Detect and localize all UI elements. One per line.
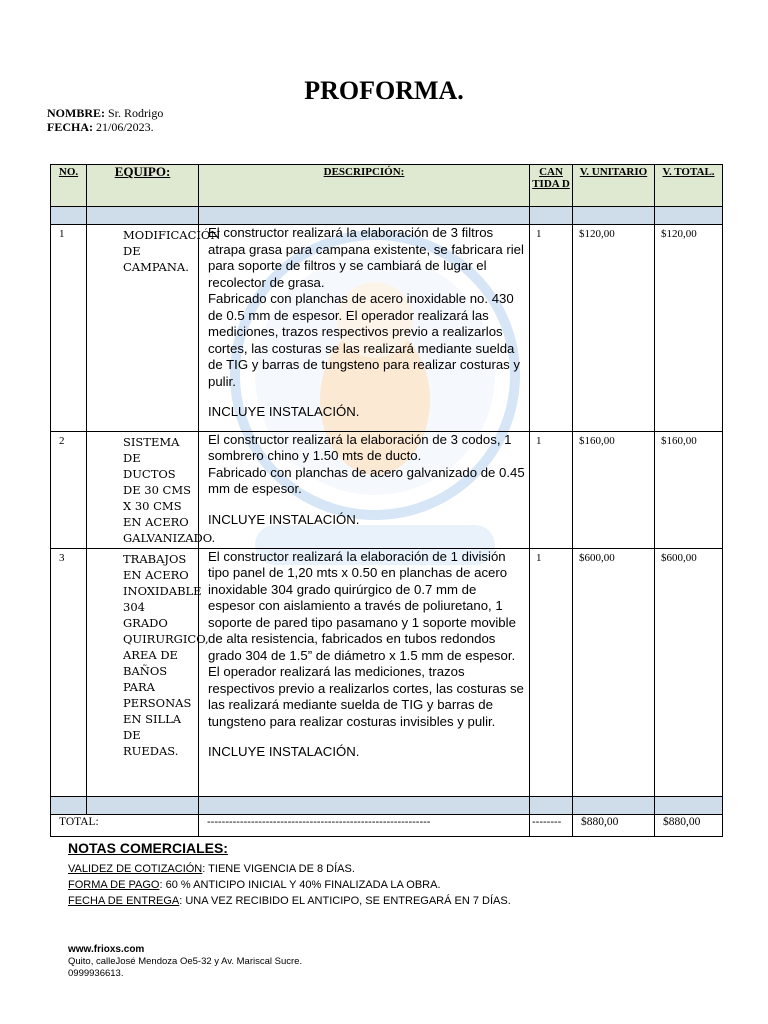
row-equipo: TRABAJOS EN ACERO INOXIDABLE 304 GRADO QUIRURGICO, AREA DE BAÑOS PARA PERSONAS EN SILLA DE RUEDAS.: [87, 548, 199, 796]
spacer-row: [51, 207, 723, 225]
desc-installation: INCLUYE INSTALACIÓN.: [208, 511, 360, 527]
nota-item: [68, 877, 511, 893]
desc-installation: INCLUYE INSTALACIÓN.: [208, 404, 360, 419]
fecha-label: FECHA:: [47, 120, 93, 134]
nota-label: VALIDEZ DE COTIZACIÓN: [68, 863, 203, 875]
total-row: [51, 814, 723, 836]
total-v-total: $880,00: [655, 814, 723, 836]
row-descripcion: [199, 225, 530, 432]
row-no: 1: [51, 225, 87, 432]
nota-text: : 60 % ANTICIPO INICIAL Y 40% FINALIZADA LA OBRA.: [159, 879, 441, 891]
nombre-label: NOMBRE:: [47, 106, 105, 120]
header-equipo: EQUIPO:: [87, 165, 199, 207]
nombre-line: [47, 106, 163, 120]
row-descripcion: [199, 431, 530, 548]
notas-comerciales: [68, 840, 511, 909]
row-v-unitario: $600,00: [573, 548, 655, 796]
row-v-unitario: $120,00: [573, 225, 655, 432]
row-descripcion: [199, 548, 530, 796]
document-title: PROFORMA.: [304, 76, 464, 105]
row-v-unitario: $160,00: [573, 431, 655, 548]
nombre-value: Sr. Rodrigo: [108, 106, 164, 120]
fecha-value: 21/06/2023.: [96, 120, 154, 134]
desc-paragraph: El constructor realizará la elaboración de 1 división tipo panel de 1,20 mts x 0.50 en planchas de acero inoxidable 304 grado quirúrgico de 0.7 mm de espesor con aislamiento a través de poliuretano, 1 soporte de pared tipo pasamano y 1 soporte movible de alta resistencia, fabricados en tubos redondos grado 304 de 1.5” de diámetro x 1.5 mm de espesor. El operador realizará las mediciones, trazos respectivos previo a realizarlos cortes, las costuras se las realizará mediante suelda de TIG y barras de tungsteno para realizar costuras invisibles y pulir.: [208, 548, 524, 729]
row-no: 3: [51, 548, 87, 796]
row-cantidad: 1: [530, 431, 573, 548]
total-cantidad: --------: [530, 814, 573, 836]
phone: 0999936613.: [68, 968, 124, 979]
table-row: [51, 548, 723, 796]
table-row: [51, 225, 723, 432]
desc-paragraph: Fabricado con planchas de acero inoxidable no. 430 de 0.5 mm de espesor. El operador realizará las mediciones, trazos respectivos previo a realizarlos cortes, las costuras se las realizará mediante suelda de TIG y barras de tungsteno para realizar costuras y pulir.: [208, 291, 521, 389]
nota-item: [68, 861, 511, 877]
proforma-table: [50, 164, 723, 837]
row-cantidad: 1: [530, 548, 573, 796]
website-link[interactable]: www.frioxs.com: [68, 944, 145, 955]
header-cantidad: CAN TIDA D: [530, 165, 573, 207]
row-equipo: MODIFICACIÓN DE CAMPANA.: [87, 225, 199, 432]
header-v-unitario: V. UNITARIO: [573, 165, 655, 207]
desc-paragraph: El constructor realizará la elaboración de 3 codos, 1 sombrero chino y 1.50 mts de ducto.: [208, 431, 512, 463]
row-equipo: SISTEMA DE DUCTOS DE 30 CMS X 30 CMS EN ACERO GALVANIZADO.: [87, 431, 199, 548]
header-no: NO.: [51, 165, 87, 207]
fecha-line: [47, 120, 163, 134]
header-v-total: V. TOTAL.: [655, 165, 723, 207]
row-no: 2: [51, 431, 87, 548]
row-v-total: $120,00: [655, 225, 723, 432]
row-cantidad: 1: [530, 225, 573, 432]
table-header-row: [51, 165, 723, 207]
notas-heading: NOTAS COMERCIALES:: [68, 840, 228, 856]
table-row: [51, 431, 723, 548]
desc-paragraph: Fabricado con planchas de acero galvanizado de 0.45 mm de espesor.: [208, 464, 525, 496]
nota-label: FECHA DE ENTREGA: [68, 895, 180, 907]
nota-text: : UNA VEZ RECIBIDO EL ANTICIPO, SE ENTREGARÁ EN 7 DÍAS.: [179, 895, 511, 907]
desc-paragraph: El constructor realizará la elaboración de 3 filtros atrapa grasa para campana existente, se fabricara riel para soporte de filtros y se cambiará de lugar el recolector de grasa.: [208, 225, 524, 290]
nota-label: FORMA DE PAGO: [68, 879, 160, 891]
desc-installation: INCLUYE INSTALACIÓN.: [208, 744, 360, 759]
row-v-total: $600,00: [655, 548, 723, 796]
spacer-row: [51, 796, 723, 814]
total-desc: -------------------------------------------------------------: [199, 814, 530, 836]
footer: [68, 944, 302, 980]
total-label: TOTAL:: [51, 814, 199, 836]
nota-item: [68, 893, 511, 909]
address: Quito, calleJosé Mendoza Oe5-32 y Av. Mariscal Sucre.: [68, 956, 303, 967]
total-v-unitario: $880,00: [573, 814, 655, 836]
header-descripcion: DESCRIPCIÓN:: [199, 165, 530, 207]
client-info: [47, 106, 163, 134]
row-v-total: $160,00: [655, 431, 723, 548]
nota-text: : TIENE VIGENCIA DE 8 DÍAS.: [202, 863, 355, 875]
